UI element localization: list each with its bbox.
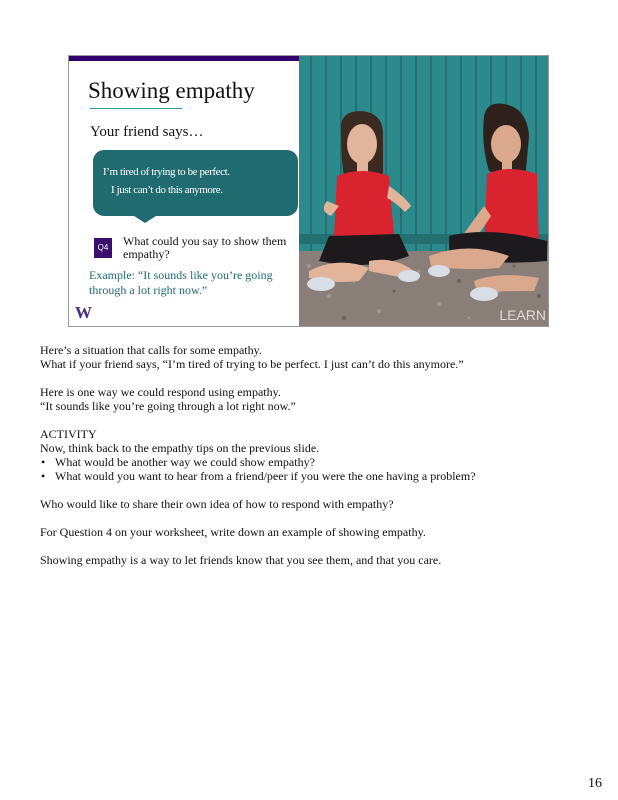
uw-logo-icon: W: [75, 303, 90, 322]
friend-says-label: Your friend says…: [90, 124, 204, 140]
photo-two-friends: [299, 56, 548, 326]
speaker-notes: [40, 343, 580, 567]
bullet-dot: •: [41, 455, 46, 469]
title-underline: [90, 108, 182, 109]
slide-top-bar: [69, 56, 299, 61]
notes-line-5: Who would like to share their own idea of how to respond with empathy?: [40, 497, 394, 511]
question-text: What could you say to show them empathy?: [123, 234, 287, 261]
activity-heading: ACTIVITY: [40, 427, 97, 441]
notes-line-3: Here is one way we could respond using empathy.: [40, 385, 281, 399]
bubble-line-1: I’m tired of trying to be perfect.: [103, 166, 230, 178]
speech-bubble-tail: [131, 214, 159, 223]
notes-line-4: “It sounds like you’re going through a lot right now.”: [40, 399, 296, 413]
bullet-dot: •: [41, 469, 46, 483]
activity-intro: Now, think back to the empathy tips on the previous slide.: [40, 441, 320, 455]
notes-line-7: Showing empathy is a way to let friends know that you see them, and that you care.: [40, 553, 442, 567]
speech-bubble: [93, 150, 298, 216]
activity-bullet-2: [40, 469, 580, 483]
activity-bullet-1: [40, 455, 580, 469]
notes-line-2: What if your friend says, “I’m tired of trying to be perfect. I just can’t do this anymore.”: [40, 357, 464, 371]
slide-title: Showing empathy: [88, 78, 255, 103]
example-answer: Example: “It sounds like you’re going through a lot right now.”: [89, 268, 273, 297]
notes-line-1: Here’s a situation that calls for some empathy.: [40, 343, 262, 357]
page-number: 16: [588, 776, 602, 791]
photo-illustration: [299, 56, 548, 326]
bubble-line-2: I just can’t do this anymore.: [111, 184, 223, 196]
notes-line-6: For Question 4 on your worksheet, write down an example of showing empathy.: [40, 525, 426, 539]
question-badge: Q4: [94, 238, 112, 258]
slide-image: [68, 55, 549, 327]
learn-watermark: LEARN: [499, 307, 546, 323]
bullet-1-text: What would be another way we could show empathy?: [55, 455, 315, 469]
bullet-2-text: What would you want to hear from a friend/peer if you were the one having a problem?: [55, 469, 476, 483]
